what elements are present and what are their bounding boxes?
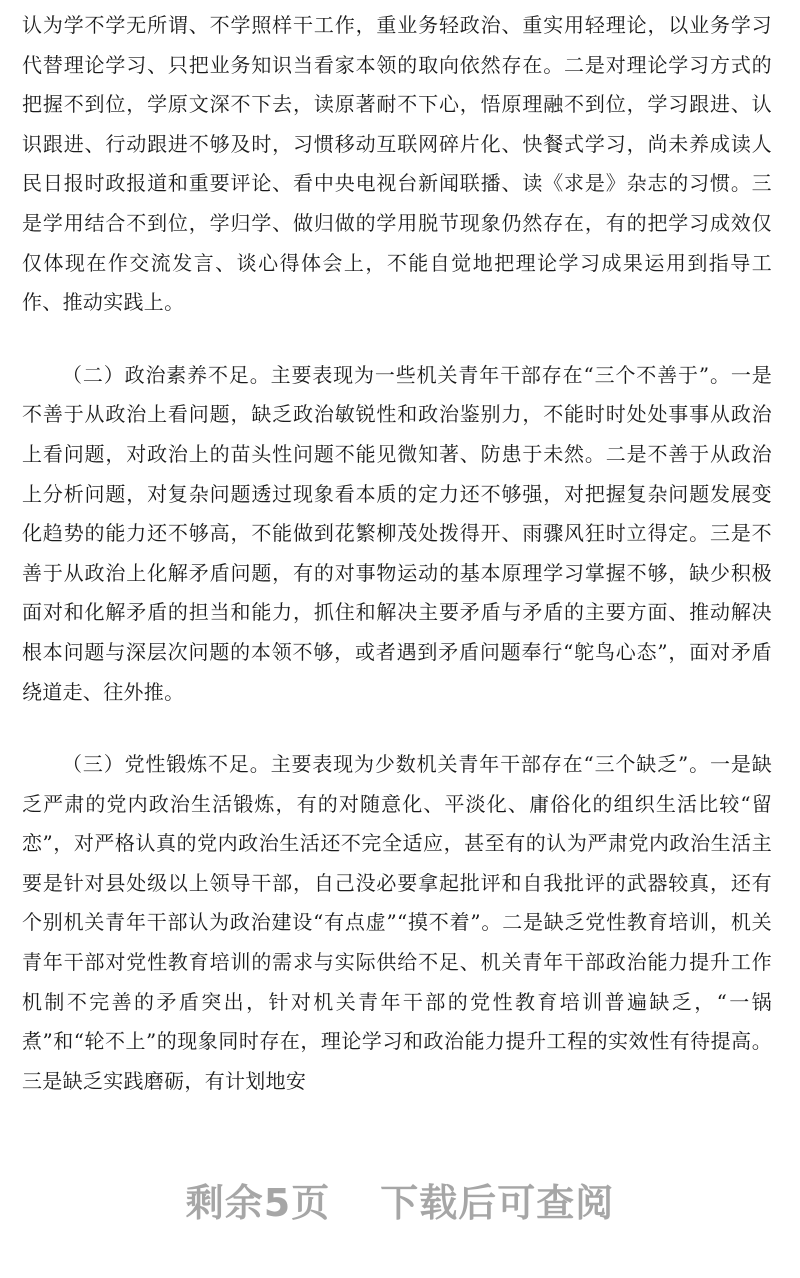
paragraph-1: 认为学不学无所谓、不学照样干工作，重业务轻政治、重实用轻理论，以业务学习代替理论学习、只把业务知识当看家本领的取向依然存在。二是对理论学习方式的把握不到位，学原文深不下去，读原著耐不下心，悟原理融不到位，学习跟进、认识跟进、行动跟进不够及时，习惯移动互联网碎片化、快餐式学习，尚未养成读人民日报时政报道和重要评论、看中央电视台新闻联播、读《求是》杂志的习惯。三是学用结合不到位，学归学、做归做的学用脱节现象仍然存在，有的把学习成效仅仅体现在作交流发言、谈心得体会上，不能自觉地把理论学习成果运用到指导工作、推动实践上。 (22, 13, 772, 315)
paragraph-gap (22, 712, 772, 745)
paragraph-3: （三）党性锻炼不足。主要表现为少数机关青年干部存在“三个缺乏”。一是缺乏严肃的党内政治生活锻炼，有的对随意化、平淡化、庸俗化的组织生活比较“留恋”，对严格认真的党内政治生活还不完全适应，甚至有的认为严肃党内政治生活主要是针对县处级以上领导干部，自己没必要拿起批评和自我批评的武器较真，还有个别机关青年干部认为政治建设“有点虚”“摸不着”。二是缺乏党性教育培训，机关青年干部对党性教育培训的需求与实际供给不足、机关青年干部政治能力提升工作机制不完善的矛盾突出，针对机关青年干部的党性教育培训普遍缺乏，“一锅煮”和“轮不上”的现象同时存在，理论学习和政治能力提升工程的实效性有待提高。三是缺乏实践磨砺，有计划地安 (22, 752, 772, 1093)
download-prompt-banner[interactable] (0, 1172, 800, 1227)
remaining-pages-label: 剩余5页 (185, 1181, 331, 1225)
paragraph-2: （二）政治素养不足。主要表现为一些机关青年干部存在“三个不善于”。一是不善于从政治上看问题，缺乏政治敏锐性和政治鉴别力，不能时时处处事事从政治上看问题，对政治上的苗头性问题不能见微知著、防患于未然。二是不善于从政治上分析问题，对复杂问题透过现象看本质的定力还不够强，对把握复杂问题发展变化趋势的能力还不够高，不能做到花繁柳茂处拨得开、雨骤风狂时立得定。三是不善于从政治上化解矛盾问题，有的对事物运动的基本原理学习掌握不够，缺少积极面对和化解矛盾的担当和能力，抓住和解决主要矛盾与矛盾的主要方面、推动解决根本问题与深层次问题的本领不够，或者遇到矛盾问题奉行“鸵鸟心态”，面对矛盾绕道走、往外推。 (22, 362, 772, 704)
document-body (22, 6, 772, 1101)
download-to-view-label: 下载后可查阅 (380, 1181, 615, 1225)
paragraph-gap (22, 323, 772, 356)
